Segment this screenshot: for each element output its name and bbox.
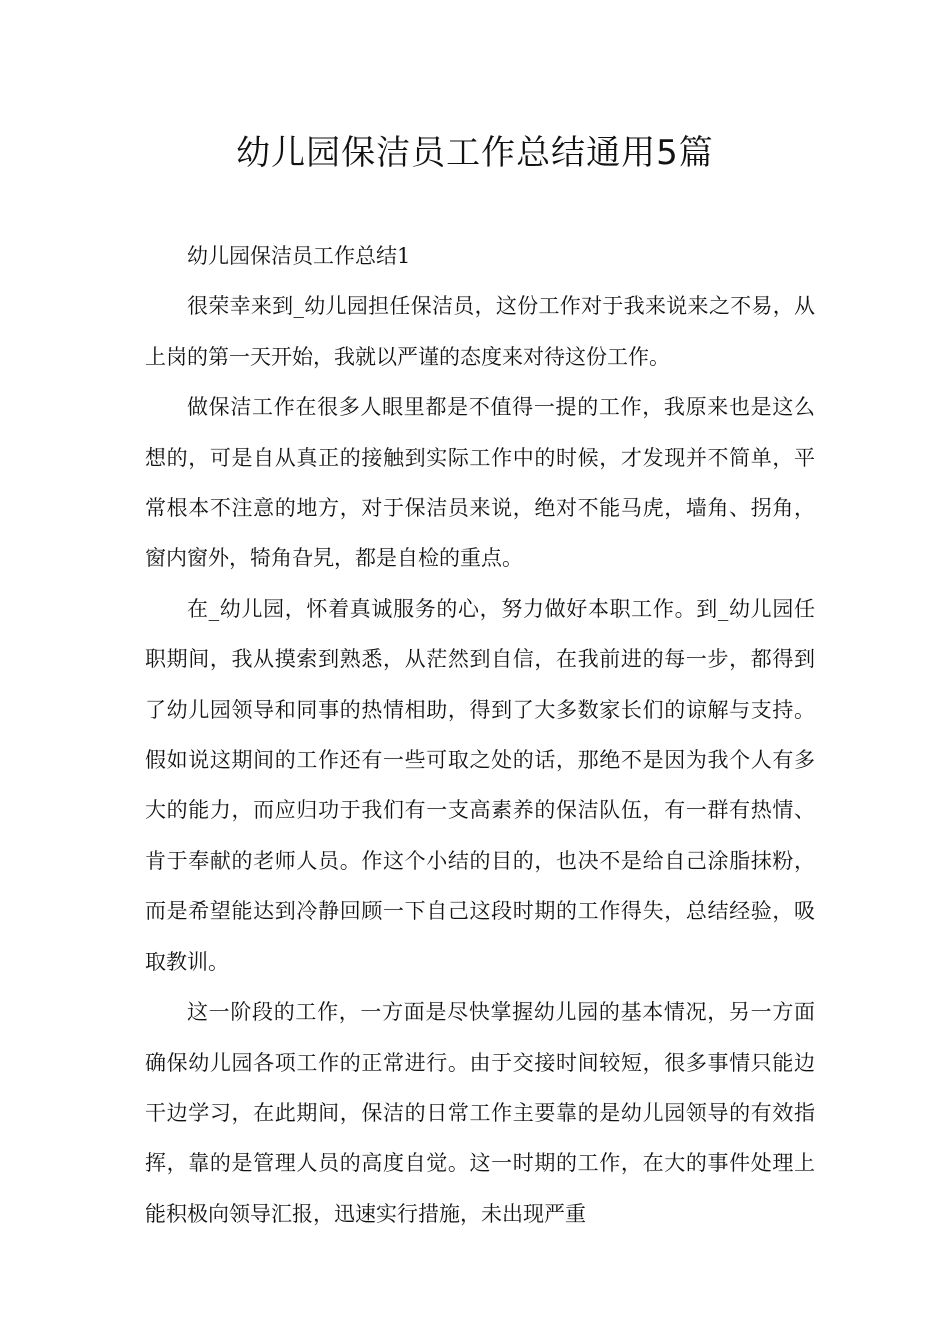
paragraph: 做保洁工作在很多人眼里都是不值得一提的工作，我原来也是这么想的，可是自从真正的接触到实际工作中的时候，才发现并不简单，平常根本不注意的地方，对于保洁员来说，绝对不能马虎，墙角、拐角，窗内窗外，犄角旮旯，都是自检的重点。 — [145, 395, 815, 571]
document-title: 幼儿园保洁员工作总结通用5篇 — [236, 133, 714, 173]
paragraph: 这一阶段的工作，一方面是尽快掌握幼儿园的基本情况，另一方面确保幼儿园各项工作的正常进行。由于交接时间较短，很多事情只能边干边学习，在此期间，保洁的日常工作主要靠的是幼儿园领导的有效指挥，靠的是管理人员的高度自觉。这一时期的工作，在大的事件处理上能积极向领导汇报，迅速实行措施，未出现严重 — [145, 1000, 815, 1226]
document-body — [145, 231, 815, 1239]
paragraph: 很荣幸来到_幼儿园担任保洁员，这份工作对于我来说来之不易，从上岗的第一天开始，我就以严谨的态度来对待这份工作。 — [145, 294, 815, 369]
paragraph: 在_幼儿园，怀着真诚服务的心，努力做好本职工作。到_幼儿园任职期间，我从摸索到熟悉，从茫然到自信，在我前进的每一步，都得到了幼儿园领导和同事的热情相助，得到了大多数家长们的谅解与支持。假如说这期间的工作还有一些可取之处的话，那绝不是因为我个人有多大的能力，而应归功于我们有一支高素养的保洁队伍，有一群有热情、肯于奉献的老师人员。作这个小结的目的，也决不是给自己涂脂抹粉，而是希望能达到冷静回顾一下自己这段时期的工作得失，总结经验，吸取教训。 — [145, 596, 815, 974]
section-heading: 幼儿园保洁员工作总结1 — [187, 244, 411, 268]
